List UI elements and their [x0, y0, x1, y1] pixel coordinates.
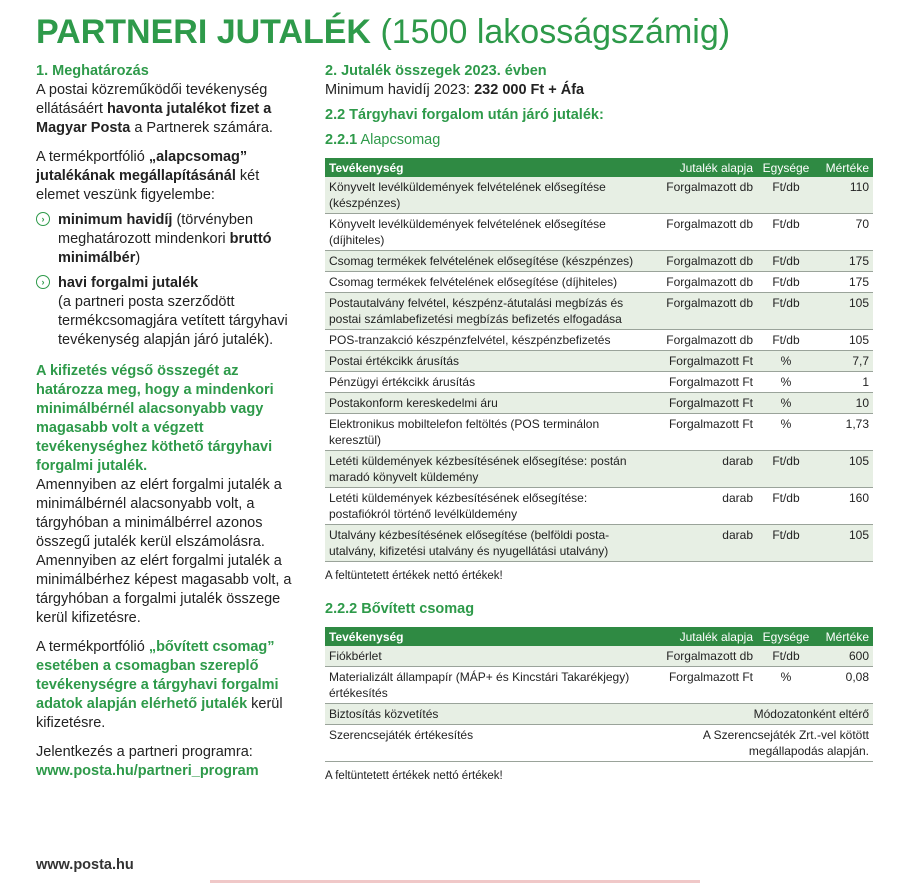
cell: 105 [815, 293, 873, 330]
col-egysege: Egysége [757, 627, 815, 646]
minimum-fee-value: 232 000 Ft + Áfa [474, 82, 585, 98]
bullet-1-bold: minimum havidíj [58, 212, 173, 228]
cell: 0,08 [815, 667, 873, 704]
minimum-fee-label: Minimum havidíj 2023: [325, 82, 475, 98]
cell: darab [649, 488, 757, 525]
section-2-2-2-heading [325, 600, 873, 619]
cell: Forgalmazott db [649, 330, 757, 351]
p1-text-c: a Partnerek számára. [130, 120, 273, 136]
cell: Ft/db [757, 177, 815, 214]
table-row [325, 488, 873, 525]
cell: Forgalmazott db [649, 646, 757, 667]
title-sub: (1500 lakosságszámig) [380, 13, 731, 51]
cell: Szerencsejáték értékesítés [325, 725, 649, 762]
table-header-row [325, 158, 873, 177]
cell: Postai értékcikk árusítás [325, 351, 649, 372]
table-row [325, 372, 873, 393]
section-2-2-1-number: 2.2.1 [325, 132, 358, 148]
p5-text-d: kerül kifizetésre. [36, 696, 283, 731]
section-2-2-2-name: Bővített csomag [357, 601, 475, 617]
cell: % [757, 372, 815, 393]
bullet-2-bold: havi forgalmi jutalék [58, 275, 199, 291]
cell: Forgalmazott Ft [649, 414, 757, 451]
cell: 105 [815, 525, 873, 562]
footer-url[interactable]: www.posta.hu [36, 857, 134, 873]
col-tevekenyseg: Tevékenység [325, 158, 649, 177]
col-merteke: Mértéke [815, 158, 873, 177]
col-merteke: Mértéke [815, 627, 873, 646]
cell: Ft/db [757, 451, 815, 488]
paragraph-5 [36, 638, 298, 733]
cell: Csomag termékek felvételének elősegítése (díjhiteles) [325, 272, 649, 293]
alapcsomag-table [325, 158, 873, 562]
cell: Utalvány kézbesítésének elősegítése (belföldi posta-utalvány, kifizetési utalvány és nyugellátási utalvány) [325, 525, 649, 562]
table-row [325, 646, 873, 667]
bullet-minimum [36, 211, 298, 268]
cell: Forgalmazott Ft [649, 351, 757, 372]
cell: 1 [815, 372, 873, 393]
cell: % [757, 414, 815, 451]
table-row [325, 704, 873, 725]
cell: 105 [815, 451, 873, 488]
cell: Forgalmazott db [649, 293, 757, 330]
cell: Ft/db [757, 214, 815, 251]
cell: 600 [815, 646, 873, 667]
bullet-2-text: (a partneri posta szerződött termékcsomagjára vetített tárgyhavi tevékenység alapján járó jutalék). [58, 294, 288, 348]
col-jutalek-alapja: Jutalék alapja [649, 158, 757, 177]
chevron-circle-icon: › [36, 212, 50, 226]
cell: Ft/db [757, 330, 815, 351]
table-row [325, 525, 873, 562]
page-title [36, 10, 730, 54]
cell: Forgalmazott db [649, 177, 757, 214]
table-header-row [325, 627, 873, 646]
cell: 110 [815, 177, 873, 214]
section-2-2-1-heading [325, 131, 873, 150]
table-row [325, 667, 873, 704]
title-main: PARTNERI JUTALÉK [36, 13, 371, 51]
p2-text-a: A termékportfólió [36, 149, 149, 165]
cell: Módozatonként eltérő [649, 704, 873, 725]
cell: % [757, 667, 815, 704]
cell: POS-tranzakció készpénzfelvétel, készpénzbefizetés [325, 330, 649, 351]
bottom-stripe [210, 880, 700, 883]
cell: darab [649, 525, 757, 562]
cell: % [757, 351, 815, 372]
col-jutalek-alapja: Jutalék alapja [649, 627, 757, 646]
paragraph-3: A kifizetés végső összegét az határozza meg, hogy a mindenkori minimálbérnél alacsonyabb vagy magasabb volt a végzett tevékenységhez köthető tárgyhavi forgalmi jutalék. [36, 363, 274, 474]
paragraph-6: Jelentkezés a partneri programra: [36, 744, 253, 760]
p5-text-c: esetében a csomagban szereplő tevékenységre a tárgyhavi forgalmi adatok alapján elérhető jutalék [36, 658, 279, 712]
table-row [325, 451, 873, 488]
table-row [325, 177, 873, 214]
cell: A Szerencsejáték Zrt.-vel kötött megállapodás alapján. [649, 725, 873, 762]
cell: Ft/db [757, 525, 815, 562]
cell: Forgalmazott Ft [649, 393, 757, 414]
cell: Forgalmazott Ft [649, 372, 757, 393]
section-1-heading: 1. Meghatározás [36, 63, 149, 79]
chevron-circle-icon: › [36, 275, 50, 289]
cell: Ft/db [757, 251, 815, 272]
cell: Ft/db [757, 272, 815, 293]
cell: Ft/db [757, 293, 815, 330]
left-column [36, 62, 298, 781]
cell: darab [649, 451, 757, 488]
p2-text-b: „alapcsomag” jutalékának megállapításánál [36, 149, 248, 184]
cell: Postautalvány felvétel, készpénz-átutalási megbízás és postai számlabefizetési megbízás befizetés elfogadása [325, 293, 649, 330]
p5-text-b: „bővített csomag” [148, 639, 275, 655]
section-2-2-1-name: Alapcsomag [357, 132, 441, 148]
table-row [325, 214, 873, 251]
bullet-1-text: (törvényben meghatározott mindenkori [58, 212, 254, 247]
cell: Ft/db [757, 488, 815, 525]
table-row [325, 272, 873, 293]
cell: Letéti küldemények kézbesítésének elősegítése: postán maradó könyvelt küldemény [325, 451, 649, 488]
paragraph-2 [36, 148, 298, 205]
cell: Forgalmazott Ft [649, 667, 757, 704]
bovitett-table [325, 627, 873, 762]
section-2-heading: 2. Jutalék összegek 2023. évben [325, 63, 547, 79]
table-row [325, 330, 873, 351]
table-row [325, 293, 873, 330]
table-row [325, 725, 873, 762]
cell: 70 [815, 214, 873, 251]
cell: Könyvelt levélküldemények felvételének elősegítése (díjhiteles) [325, 214, 649, 251]
cell: Forgalmazott db [649, 214, 757, 251]
cell: 10 [815, 393, 873, 414]
cell: Ft/db [757, 646, 815, 667]
bullet-1-bold-2: bruttó minimálbér [58, 231, 272, 266]
cell: Elektronikus mobiltelefon feltöltés (POS terminálon keresztül) [325, 414, 649, 451]
cell: Csomag termékek felvételének elősegítése (készpénzes) [325, 251, 649, 272]
cell: Fiókbérlet [325, 646, 649, 667]
p1-text-a: A postai közreműködői tevékenység ellátásáért [36, 82, 268, 117]
cell: 160 [815, 488, 873, 525]
table-row [325, 351, 873, 372]
cell: 1,73 [815, 414, 873, 451]
p5-text-a: A termékportfólió [36, 639, 149, 655]
cell: % [757, 393, 815, 414]
paragraph-1 [36, 81, 298, 138]
partner-program-link[interactable]: www.posta.hu/partneri_program [36, 763, 259, 779]
net-values-note: A feltüntetett értékek nettó értékek! [325, 570, 503, 582]
bullet-1-end: ) [135, 250, 141, 266]
cell: 105 [815, 330, 873, 351]
right-column [325, 62, 873, 782]
p1-text-b: havonta jutalékot fizet a Magyar Posta [36, 101, 272, 136]
bullet-forgalmi [36, 274, 298, 350]
cell: Biztosítás közvetítés [325, 704, 649, 725]
col-tevekenyseg: Tevékenység [325, 627, 649, 646]
cell: Forgalmazott db [649, 272, 757, 293]
cell: Pénzügyi értékcikk árusítás [325, 372, 649, 393]
cell: Könyvelt levélküldemények felvételének elősegítése (készpénzes) [325, 177, 649, 214]
minimum-fee [325, 81, 873, 100]
table-row [325, 251, 873, 272]
cell: 175 [815, 272, 873, 293]
paragraph-4: Amennyiben az elért forgalmi jutalék a minimálbérnél alacsonyabb volt, a tárgyhóban a minimálbérrel azonos összegű jutalék kerül elszámolásra. Amennyiben az elért forgalmi jutalék a minimálbérhez képest magasabb volt, a tárgyhóban a forgalmi jutalék összege kerül kifizetésre. [36, 477, 292, 626]
section-2-2-heading: 2.2 Tárgyhavi forgalom után járó jutalék: [325, 107, 604, 123]
cell: 7,7 [815, 351, 873, 372]
table-row [325, 414, 873, 451]
cell: Forgalmazott db [649, 251, 757, 272]
col-egysege: Egysége [757, 158, 815, 177]
net-values-note-2: A feltüntetett értékek nettó értékek! [325, 770, 503, 782]
cell: Postakonform kereskedelmi áru [325, 393, 649, 414]
cell: Materializált állampapír (MÁP+ és Kincstári Takarékjegy) értékesítés [325, 667, 649, 704]
section-2-2-2-number: 2.2.2 [325, 601, 358, 617]
p2-text-c: két elemet veszünk figyelembe: [36, 168, 260, 203]
table-row [325, 393, 873, 414]
cell: 175 [815, 251, 873, 272]
cell: Letéti küldemények kézbesítésének elősegítése: postafiókról történő levélküldemény [325, 488, 649, 525]
